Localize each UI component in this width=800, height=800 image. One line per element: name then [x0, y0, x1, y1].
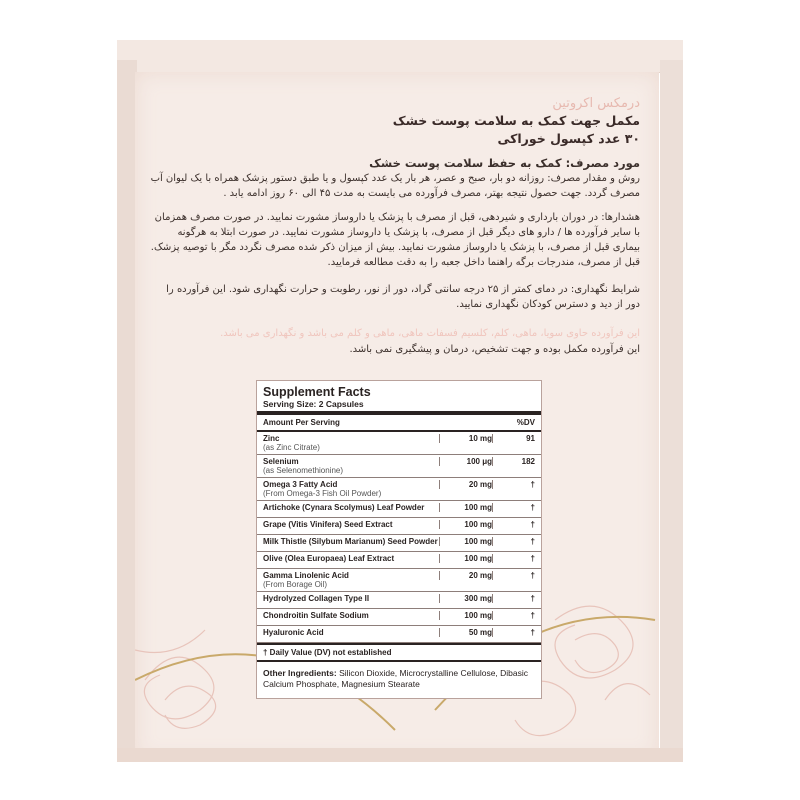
ingredient-name: Hydrolyzed Collagen Type II: [263, 594, 370, 603]
facts-title: Supplement Facts: [263, 385, 371, 399]
box-top-flap: [117, 40, 683, 73]
ingredient-dv: †: [492, 571, 535, 580]
ingredient-dv: 91: [492, 434, 535, 443]
box-left-side: [117, 60, 137, 760]
ingredient-name: Milk Thistle (Silybum Marianum) Seed Powder: [263, 537, 438, 546]
ingredient-dv: †: [492, 480, 535, 489]
ingredient-name: Omega 3 Fatty Acid: [263, 480, 338, 489]
ingredient-amount: 100 mg: [439, 503, 492, 512]
ingredient-name: Zinc: [263, 434, 280, 443]
ingredient-amount: 100 mg: [439, 537, 492, 546]
table-row: [257, 432, 541, 455]
dv-footnote: † Daily Value (DV) not established: [257, 643, 541, 662]
warnings-text: هشدارها: در دوران بارداری و شیردهی، قبل از مصرف با پزشک یا داروساز مشورت نمایید. در صورت مصرف همزمان با سایر فرآورده ها / دارو های دیگر قبل از مصرف، با پزشک یا داروساز مشورت نمایید. در صورت ابتلا به هرگونه بیماری قبل از مصرف، با پزشک یا داروساز مشورت نمایید. بیش از میزان ذکر شده مصرف نگردد مگر با توصیه پزشک. قبل از مصرف، مندرجات برگه راهنما داخل جعبه را به دقت مطالعه فرمایید.: [150, 212, 640, 268]
facts-rows: [257, 432, 541, 643]
ingredient-dv: †: [492, 537, 535, 546]
ingredient-name: Hyaluronic Acid: [263, 628, 324, 637]
capsule-count: ۳۰ عدد کپسول خوراکی: [497, 131, 640, 146]
ingredient-amount: 100 μg: [439, 457, 492, 466]
usage-title: مورد مصرف: کمک به حفظ سلامت پوست خشک: [369, 156, 640, 170]
table-row: [257, 478, 541, 501]
ingredient-amount: 50 mg: [439, 628, 492, 637]
facts-header: [257, 415, 541, 432]
ingredient-name: Artichoke (Cynara Scolymus) Leaf Powder: [263, 503, 425, 512]
usage-section: [150, 156, 640, 201]
storage-text: شرایط نگهداری: در دمای کمتر از ۲۵ درجه سانتی گراد، دور از نور، رطوبت و حرارت نگهداری شود. این فرآورده را دور از دید و دسترس کودکان نگهداری نمایید.: [166, 284, 640, 310]
ingredient-dv: †: [492, 611, 535, 620]
ingredient-amount: 100 mg: [439, 611, 492, 620]
ingredient-amount: 100 mg: [439, 554, 492, 563]
ingredient-source: (as Zinc Citrate): [263, 443, 320, 452]
serving-size: Serving Size: 2 Capsules: [257, 399, 541, 415]
other-ingredients: [257, 662, 541, 698]
other-ingredients-text: Silicon Dioxide, Microcrystalline Cellulose, Dibasic Calcium Phosphate, Magnesium Stearate: [263, 668, 529, 689]
ingredient-name: Gamma Linolenic Acid: [263, 571, 349, 580]
table-row: [257, 592, 541, 609]
ingredient-amount: 300 mg: [439, 594, 492, 603]
allergen-note: این فرآورده حاوی سویا، ماهی، کلم، کلسیم فسفات ماهی، ماهی و کلم می باشد و نگهداری می باشد.: [220, 328, 640, 339]
ingredient-name: Grape (Vitis Vinifera) Seed Extract: [263, 520, 393, 529]
ingredient-amount: 10 mg: [439, 434, 492, 443]
ingredient-name: Selenium: [263, 457, 299, 466]
ingredient-dv: †: [492, 594, 535, 603]
usage-body: روش و مقدار مصرف: روزانه دو بار، صبح و عصر، هر بار یک عدد کپسول و یا طبق دستور پزشک همراه با یک لیوان آب مصرف گردد. جهت حصول نتیجه بهتر، مصرف فرآورده می بایست به مدت ۴۵ الی ۶۰ روز ادامه یابد .: [150, 173, 640, 199]
table-row: [257, 569, 541, 592]
ingredient-dv: 182: [492, 457, 535, 466]
ingredient-dv: †: [492, 554, 535, 563]
box-bottom-edge: [117, 748, 683, 762]
ingredient-dv: †: [492, 628, 535, 637]
table-row: [257, 535, 541, 552]
ingredient-name: Olive (Olea Europaea) Leaf Extract: [263, 554, 395, 563]
dv-header: %DV: [516, 418, 535, 427]
ingredient-amount: 100 mg: [439, 520, 492, 529]
brand-name: درمکس اکروتین: [552, 96, 640, 111]
ingredient-name: Chondroitin Sulfate Sodium: [263, 611, 369, 620]
table-row: [257, 518, 541, 535]
table-row: [257, 455, 541, 478]
table-row: [257, 609, 541, 626]
table-row: [257, 552, 541, 569]
ingredient-dv: †: [492, 520, 535, 529]
disclaimer-text: این فرآورده مکمل بوده و جهت تشخیص، درمان و پیشگیری نمی باشد.: [349, 344, 640, 355]
ingredient-source: (From Borage Oil): [263, 580, 328, 589]
ingredient-dv: †: [492, 503, 535, 512]
table-row: [257, 501, 541, 518]
amount-header: Amount Per Serving: [263, 418, 340, 427]
product-description: مکمل جهت کمک به سلامت پوست خشک: [392, 113, 640, 128]
ingredient-amount: 20 mg: [439, 480, 492, 489]
ingredient-source: (From Omega-3 Fish Oil Powder): [263, 489, 382, 498]
supplement-facts-panel: [256, 380, 542, 699]
box-right-side: [660, 60, 683, 760]
other-ingredients-label: Other Ingredients:: [263, 668, 337, 678]
table-row: [257, 626, 541, 643]
ingredient-source: (as Selenomethionine): [263, 466, 344, 475]
ingredient-amount: 20 mg: [439, 571, 492, 580]
